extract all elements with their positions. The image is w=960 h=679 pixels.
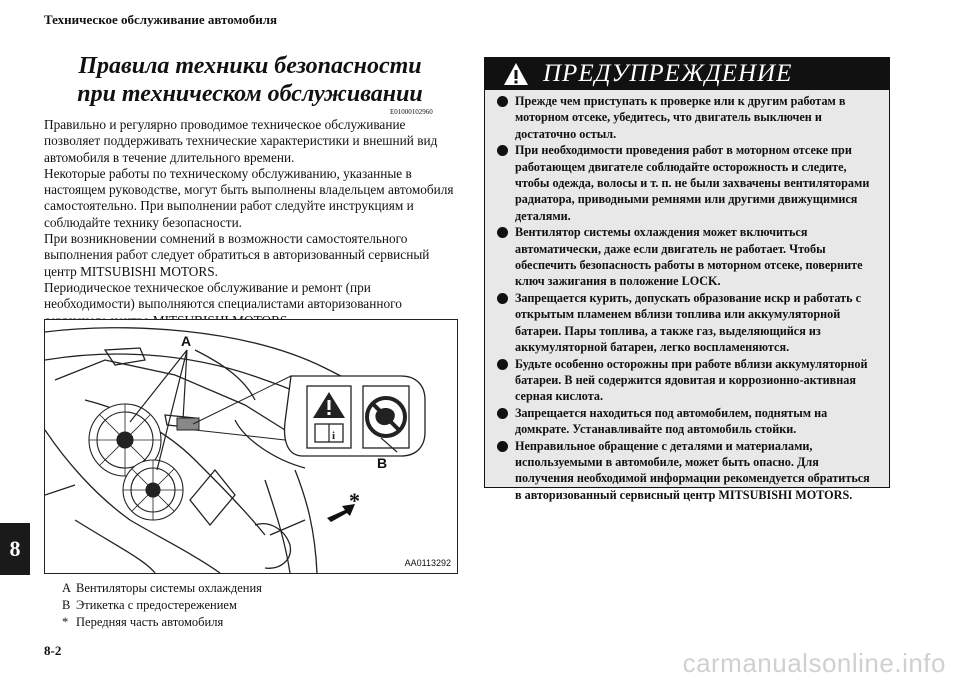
figure-label-star: * (349, 488, 360, 513)
legend-text: Вентиляторы системы охлаждения (76, 581, 262, 595)
section-title (60, 52, 440, 108)
running-header: Техническое обслуживание автомобиля (44, 12, 278, 27)
body-paragraph: Периодическое техническое обслуживание и ремонт (при необходимости) выполняются специалистами авторизованного (44, 279, 402, 312)
legend-item (62, 580, 262, 597)
body-paragraph: Некоторые работы по техническому обслуживанию, указанные в настоящем руководстве, могут быть выполнены владельцем автомобиля самостоятельно. При выполнении работ следуйте инструкциям и соблюдайте технику безопасности. (44, 165, 454, 230)
warning-label-callout (193, 376, 425, 456)
warning-header (485, 58, 889, 90)
figure-label-b: B (377, 455, 388, 471)
body-paragraph: Правильно и регулярно проводимое техническое обслуживание позволяет поддерживать технические характеристики и внешний вид автомобиля в течение длительного времени. (44, 117, 438, 165)
watermark: carmanualsonline.info (682, 648, 946, 678)
bullet-icon (497, 96, 508, 107)
svg-text:i: i (332, 430, 336, 442)
warning-item-text: Запрещается находиться под автомобилем, поднятым на домкрате. Устанавливайте под автомобиль стойки. (515, 405, 828, 437)
legend-key: A (62, 581, 72, 595)
section-title-line-2: при техническом обслуживании (77, 81, 423, 107)
warning-box (484, 57, 890, 502)
warning-item (493, 290, 879, 356)
section-code: E01000102960 (390, 108, 433, 116)
warning-item-text: Неправильное обращение с деталями и материалами, используемыми в автомобиле, может быть опасно. Для получения необходимой информации рекомендуется обратиться в авторизованный сервисный центр MITSUBISHI MOTORS. (515, 438, 870, 502)
warning-item-text: Прежде чем приступать к проверке или к другим работам в моторном отсеке, убедитесь, что двигатель выключен и достаточно остыл. (515, 94, 846, 141)
section-title-line-1: Правила техники безопасности (78, 53, 422, 79)
engine-bay-illustration (45, 320, 457, 573)
warning-item-text: Будьте особенно осторожны при работе вблизи аккумуляторной батареи. В ней содержится ядовитая и коррозионно-активная серная кислота. (515, 356, 868, 404)
bullet-icon (497, 408, 508, 419)
bullet-icon (497, 293, 508, 304)
chapter-tab: 8 (0, 523, 30, 575)
warning-item (493, 142, 879, 224)
bullet-icon (497, 145, 508, 156)
warning-triangle-icon (307, 386, 351, 448)
page-number: 8-2 (44, 643, 62, 658)
warning-item-text: При необходимости проведения работ в моторном отсеке при работающем двигателе соблюдайте осторожность и следите, чтобы одежда, волосы и т. п. не были захвачены вентиляторами радиатора, приводными ремнями или другими движущимися деталями. (515, 143, 870, 223)
figure-legend (62, 580, 262, 631)
legend-text: Этикетка с предостережением (76, 598, 237, 612)
figure-label-a: A (181, 333, 192, 349)
warning-item-text: Вентилятор системы охлаждения может включиться автоматически, даже если двигатель не работает. Чтобы обеспечить безопасность работы в моторном отсеке, поверните ключ зажигания в положение LOCK. (515, 225, 863, 289)
body-text (44, 117, 464, 329)
warning-list (485, 90, 889, 503)
warning-item (493, 356, 879, 405)
bullet-icon (497, 441, 508, 452)
warning-title: ПРЕДУПРЕЖДЕНИЕ (543, 60, 793, 87)
body-paragraph: При возникновении сомнений в возможности самостоятельного выполнения работ следует обратиться в авторизованный сервисный центр MITSUBISHI MOTORS. (44, 231, 430, 279)
bullet-icon (497, 227, 508, 238)
legend-text: Передняя часть автомобиля (76, 615, 224, 629)
warning-item (493, 224, 879, 290)
warning-item (493, 438, 879, 504)
legend-item (62, 614, 262, 631)
bullet-icon (497, 359, 508, 370)
legend-key: B (62, 598, 71, 612)
warning-item (493, 93, 879, 142)
legend-key: * (62, 615, 69, 629)
warning-item (493, 405, 879, 438)
warning-item-text: Запрещается курить, допускать образование искр и работать с открытым пламенем вблизи топлива или аккумуляторной батареи. Пары топлива, а также газ, выделяющийся из аккумуляторной батареи, легко воспламеняются. (515, 290, 862, 355)
figure-code: AA0113292 (404, 558, 451, 568)
engine-bay-figure (44, 319, 458, 574)
legend-item (62, 597, 262, 614)
warning-triangle-icon (503, 62, 529, 86)
no-hand-fan-icon (363, 386, 409, 448)
